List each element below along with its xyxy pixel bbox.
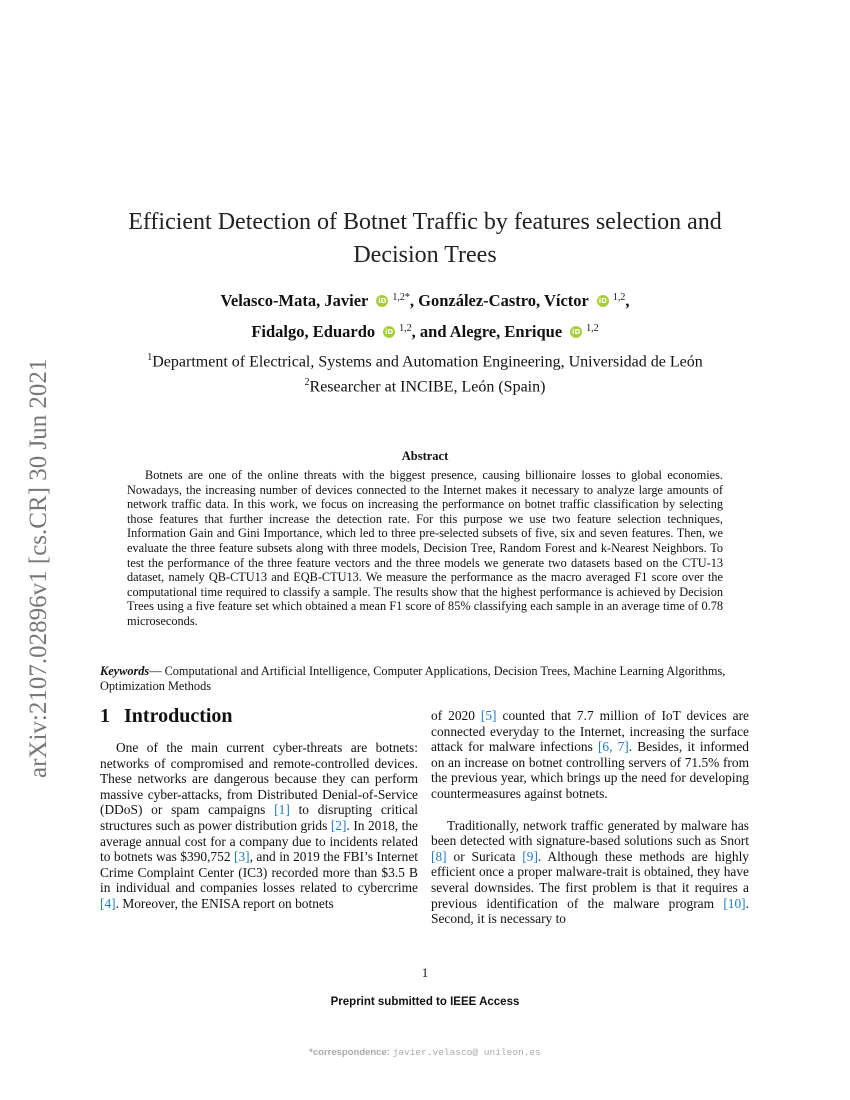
abstract-paragraph: Botnets are one of the online threats with the biggest presence, causing billionaire losses to global economies. Nowadays, the increasing number of devices connected to the Internet makes it necessary to analyze large amounts of network traffic data. In this work, we focus on increasing the performance on botnet traffic classification by selecting those features that further increase the detection rate. For this purpose we use two feature selection techniques, Information Gain and Gini Importance, which led to three pre-selected subsets of five, six and seven features. Then, we evaluate the three feature subsets along with three models, Decision Tree, Random Forest and k-Nearest Neighbors. To test the performance of the three feature vectors and the three models we generate two datasets based on the CTU-13 dataset, namely QB-CTU13 and EQB-CTU13. We measure the performance as the macro averaged F1 score over the computational time required to classify a sample. The results show that the highest performance is achieved by Decision Trees using a five feature set which obtained a mean F1 score of 85% classifying each sample in an average time of 0.78 microseconds. <box>127 468 723 628</box>
citation-link[interactable]: [1] <box>274 802 290 818</box>
title-line-2: Decision Trees <box>353 242 497 268</box>
intro-paragraph-2: Traditionally, network traffic generated by malware has been detected with signature-based solutions such as Snort [8] or Suricata [9]. Although these methods are highly efficient once a proper malware-trait is obtained, they have several downsides. The first problem is that it requires a previous identification of the malware program [10]. Second, it is necessary to <box>431 817 749 927</box>
abstract-heading: Abstract <box>401 449 449 463</box>
section-title: Introduction <box>124 705 233 727</box>
orcid-icon[interactable]: iD <box>378 297 387 305</box>
page-number: 1 <box>421 965 429 980</box>
affiliations <box>100 347 750 398</box>
orcid-icon[interactable]: iD <box>572 328 581 336</box>
correspondence-email[interactable]: javier.velasco@ unileon.es <box>392 1047 541 1058</box>
arxiv-identifier <box>4 300 64 780</box>
intro-right-column <box>431 708 749 927</box>
keywords-label: Keywords <box>100 664 150 678</box>
correspondence-label: *correspondence: <box>309 1047 390 1058</box>
preprint-notice: Preprint submitted to IEEE Access <box>330 996 520 1008</box>
author-list <box>100 284 750 346</box>
affiliation-number: 1 <box>147 352 153 363</box>
citation-link[interactable]: [10] <box>723 895 746 911</box>
author-line-2 <box>100 315 750 346</box>
section-heading <box>100 705 233 728</box>
author-name: González-Castro, Víctor <box>418 291 589 310</box>
arxiv-id-text: arXiv:2107.02896v1 [cs.CR] 30 Jun 2021 <box>25 358 52 778</box>
correspondence-note <box>100 1047 750 1058</box>
intro-left-column <box>100 740 418 912</box>
citation-link[interactable]: [8] <box>431 848 447 864</box>
intro-paragraph-1-cont: of 2020 [5] counted that 7.7 million of IoT devices are connected everyday to the Internet, increasing the surface attack for malware infections [6, 7]. Besides, it informed on an increase on botnet controlling servers of 71.5% from the previous year, which brings up the need for developing countermeasures against botnets. <box>431 708 750 801</box>
affiliation-text: Department of Electrical, Systems and Automation Engineering, Universidad de León <box>152 353 703 371</box>
author-affiliation-sup: 1,2 <box>586 323 599 334</box>
citation-link[interactable]: [9] <box>522 848 538 864</box>
affiliation-text: Researcher at INCIBE, León (Spain) <box>309 378 546 396</box>
author-affiliation-sup: 1,2 <box>612 292 626 303</box>
keywords-dash: — <box>149 664 165 678</box>
author-separator: , <box>625 291 630 310</box>
citation-link[interactable]: [5] <box>480 708 497 723</box>
author-affiliation-sup: 1,2 <box>399 323 412 334</box>
author-name: Velasco-Mata, Javier <box>220 291 369 310</box>
author-affiliation-sup: 1,2* <box>392 292 410 303</box>
section-number: 1 <box>100 705 110 727</box>
author-separator: , <box>409 291 419 310</box>
orcid-icon[interactable]: iD <box>598 297 607 305</box>
author-name: Fidalgo, Eduardo <box>251 322 376 341</box>
keywords <box>100 664 750 693</box>
abstract-text <box>127 468 723 629</box>
citation-link[interactable]: [4] <box>100 895 116 911</box>
keywords-text: Computational and Artificial Intelligence, Computer Applications, Decision Trees, Machine Learning Algorithms, Optimization Methods <box>100 664 726 693</box>
affiliation-2 <box>100 372 750 397</box>
citation-link[interactable]: [3] <box>233 849 250 865</box>
orcid-icon[interactable]: iD <box>385 328 394 336</box>
author-separator: , <box>411 322 420 341</box>
author-line-1 <box>100 284 750 315</box>
affiliation-number: 2 <box>304 377 310 389</box>
intro-paragraph-1: One of the main current cyber-threats are botnets: networks of compromised and remote-controlled devices. These networks are dangerous because they can perform massive cyber-attacks, from Distributed Denial-of-Service (DDoS) or spam campaigns [1] to disrupting critical structures such as power distribution grids [2]. In 2018, the average annual cost for a company due to incidents related to botnets was $390,752 [3], and in 2019 the FBI’s Internet Crime Complaint Center (IC3) recorded more than $3.5 B in individual and companies losses related to cybercrime [4]. Moreover, the ENISA report on botnets <box>100 740 419 911</box>
citation-link[interactable]: [2] <box>330 817 347 833</box>
paper-title <box>100 206 750 272</box>
title-line-1: Efficient Detection of Botnet Traffic by features selection and <box>128 209 722 235</box>
affiliation-1 <box>100 347 750 372</box>
author-name: and Alegre, Enrique <box>419 322 563 341</box>
citation-link[interactable]: [6, 7] <box>597 739 629 755</box>
